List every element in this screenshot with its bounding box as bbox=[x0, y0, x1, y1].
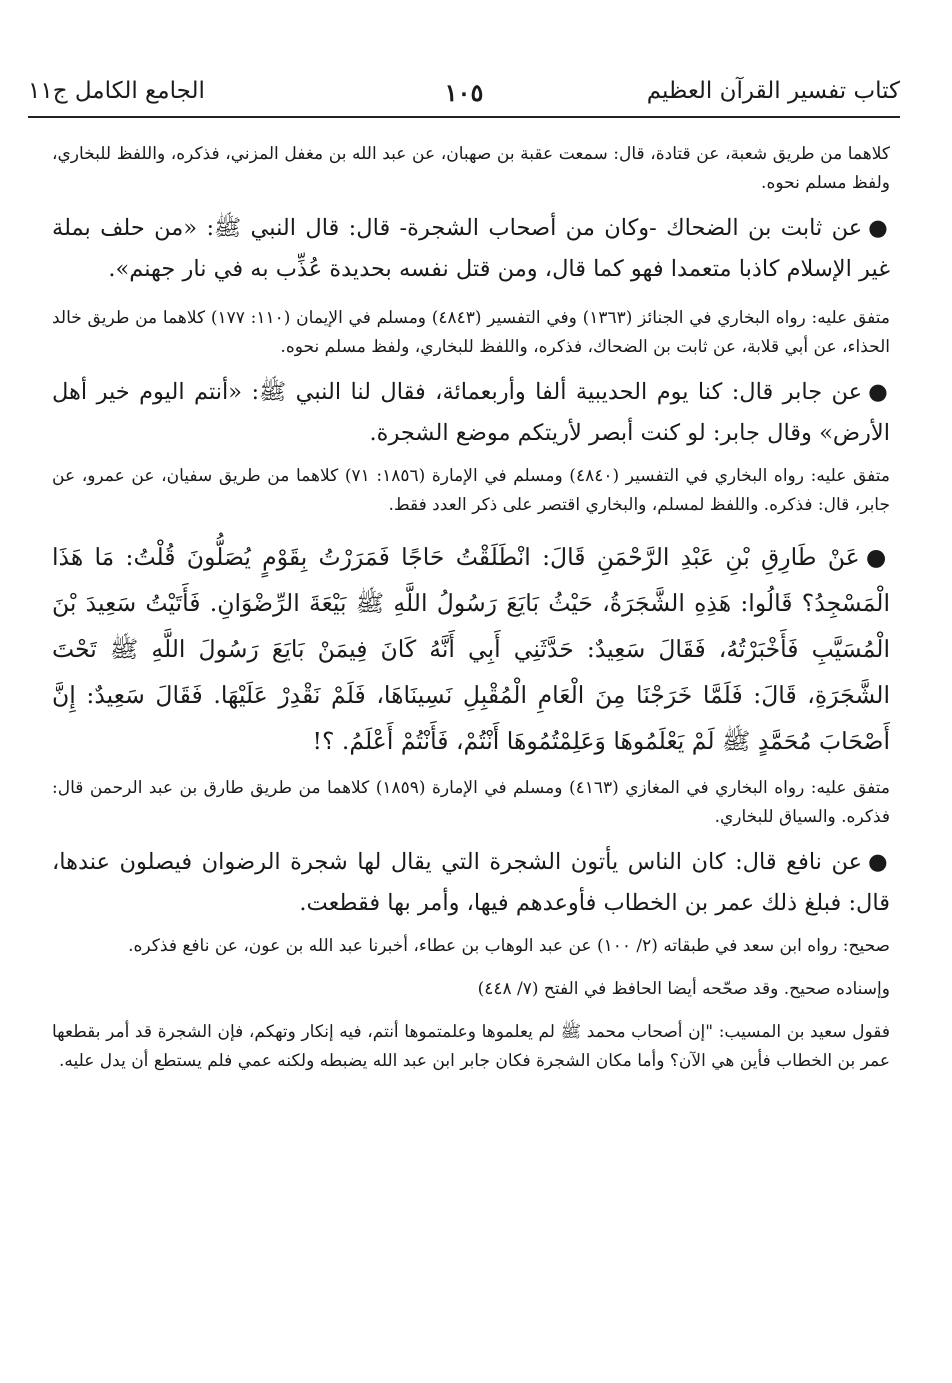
source-note: كلاهما من طريق شعبة، عن قتادة، قال: سمعت عقبة بن صهبان، عن عبد الله بن مغفل المزني، فذكره، واللفظ للبخاري، ولفظ مسلم نحوه. bbox=[52, 144, 890, 193]
page-body bbox=[52, 140, 890, 1076]
volume-title: الجامع الكامل ج١١ bbox=[28, 78, 205, 104]
page-number: ١٠٥ bbox=[444, 78, 484, 107]
bullet-icon: ● bbox=[865, 543, 890, 571]
bullet-icon: ● bbox=[868, 379, 890, 405]
hadith-paragraph bbox=[52, 534, 890, 764]
grading-note: وإسناده صحيح. وقد صحّحه أيضا الحافظ في الفتح (٧/ ٤٤٨) bbox=[477, 979, 890, 999]
bullet-icon: ● bbox=[868, 849, 890, 875]
book-title: كتاب تفسير القرآن العظيم bbox=[646, 78, 900, 104]
hadith-text: عن نافع قال: كان الناس يأتون الشجرة التي يقال لها شجرة الرضوان فيصلون عندها، قال: فبلغ ذلك عمر بن الخطاب فأوعدهم فيها، وأمر بها فقطعت. bbox=[52, 849, 890, 916]
source-note: صحيح: رواه ابن سعد في طبقاته (٢/ ١٠٠) عن عبد الوهاب بن عطاء، أخبرنا عبد الله بن عون، عن نافع فذكره. bbox=[128, 936, 890, 956]
bullet-icon: ● bbox=[868, 215, 890, 241]
source-note: متفق عليه: رواه البخاري في المغازي (٤١٦٣) ومسلم في الإمارة (١٨٥٩) كلاهما من طريق طارق بن عبد الرحمن قال: فذكره. والسياق للبخاري. bbox=[52, 778, 890, 827]
source-note: متفق عليه: رواه البخاري في التفسير (٤٨٤٠) ومسلم في الإمارة (١٨٥٦: ٧١) كلاهما من طريق سفيان، عن عمرو، عن جابر، قال: فذكره. واللفظ لمسلم، والبخاري اقتصر على ذكر العدد فقط. bbox=[52, 466, 890, 515]
hadith-text: عن جابر قال: كنا يوم الحديبية ألفا وأربعمائة، فقال لنا النبي ﷺ: «أنتم اليوم خير أهل الأرض» وقال جابر: لو كنت أبصر لأريتكم موضع الشجرة. bbox=[52, 379, 890, 446]
source-note: متفق عليه: رواه البخاري في الجنائز (١٣٦٣) وفي التفسير (٤٨٤٣) ومسلم في الإيمان (١١٠: ١٧٧) كلاهما من طريق خالد الحذاء، عن أبي قلابة، عن ثابت بن الضحاك، فذكره، واللفظ للبخاري، ولفظ مسلم نحوه. bbox=[52, 308, 890, 357]
commentary: فقول سعيد بن المسيب: "إن أصحاب محمد ﷺ لم يعلموها وعلمتموها أنتم، فيه إنكار وتهكم، فإن الشجرة قد أمر بقطعها عمر بن الخطاب فأين هي الآن؟ وأما مكان الشجرة فكان جابر ابن عبد الله يضبطه ولكنه عمي فلم يستطع أن يدل عليه. bbox=[52, 1022, 890, 1071]
hadith-text: عَنْ طَارِقِ بْنِ عَبْدِ الرَّحْمَنِ قَالَ: انْطَلَقْتُ حَاجًا فَمَرَرْتُ بِقَوْمٍ يُصَلُّونَ قُلْتُ: مَا هَذَا الْمَسْجِدُ؟ قَالُوا: هَذِهِ الشَّجَرَةُ، حَيْثُ بَايَعَ رَسُولُ اللَّهِ ﷺ بَيْعَةَ الرِّضْوَانِ. فَأَتَيْتُ سَعِيدَ بْنَ الْمُسَيَّبِ فَأَخْبَرْتُهُ، فَقَالَ سَعِيدٌ: حَدَّثَنِي أَبِي أَنَّهُ كَانَ فِيمَنْ بَايَعَ رَسُولَ اللَّهِ ﷺ تَحْتَ الشَّجَرَةِ، قَالَ: فَلَمَّا خَرَجْنَا مِنَ الْعَامِ الْمُقْبِلِ نَسِينَاهَا، فَلَمْ نَقْدِرْ عَلَيْهَا. فَقَالَ سَعِيدٌ: إِنَّ أَصْحَابَ مُحَمَّدٍ ﷺ لَمْ يَعْلَمُوهَا وَعَلِمْتُمُوهَا أَنْتُمْ، فَأَنْتُمْ أَعْلَمُ. ؟! bbox=[52, 543, 890, 755]
hadith-paragraph bbox=[52, 842, 890, 924]
page-header bbox=[28, 78, 900, 118]
hadith-text: عن ثابت بن الضحاك -وكان من أصحاب الشجرة- قال: قال النبي ﷺ: «من حلف بملة غير الإسلام كاذبا متعمدا فهو كما قال، ومن قتل نفسه بحديدة عُذِّب به في نار جهنم». bbox=[52, 215, 890, 282]
hadith-paragraph bbox=[52, 208, 890, 290]
hadith-paragraph bbox=[52, 372, 890, 454]
